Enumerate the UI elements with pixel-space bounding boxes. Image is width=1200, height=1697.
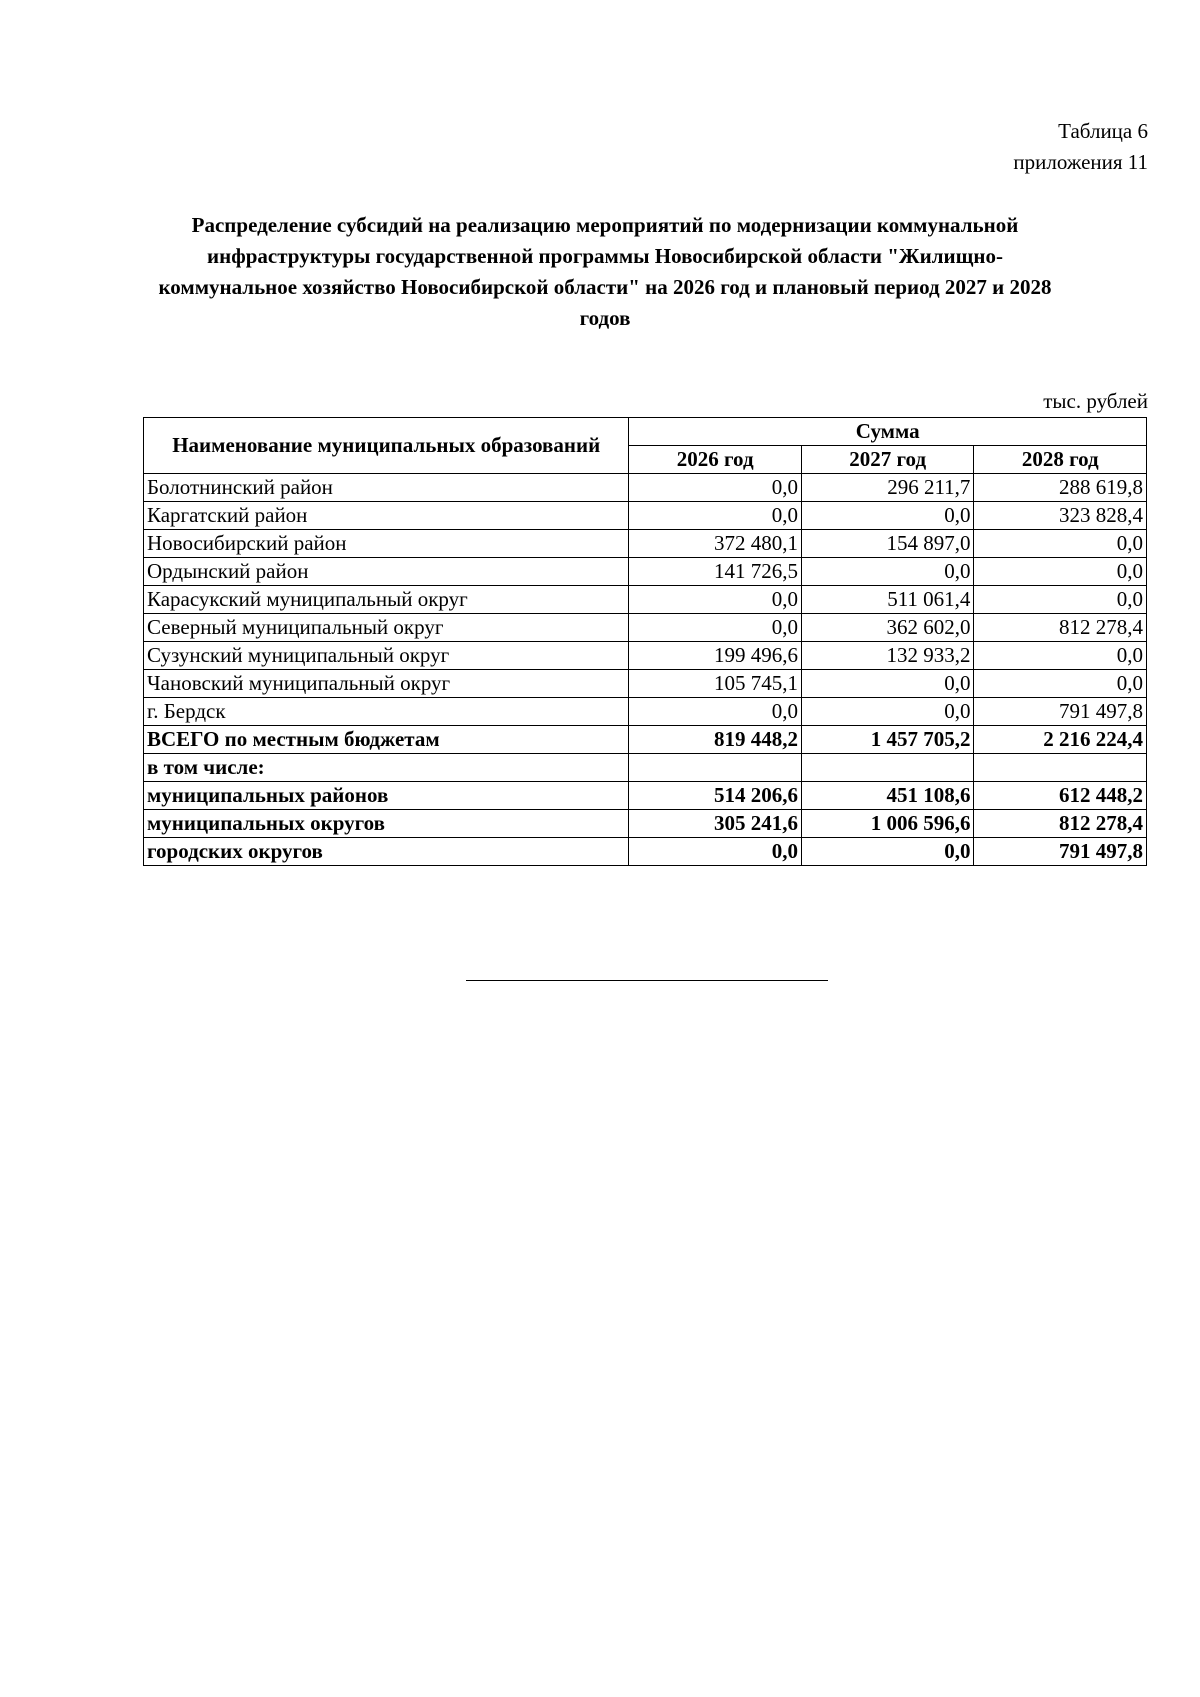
value-2026: 819 448,2 [629, 726, 802, 754]
table-body [144, 474, 1147, 866]
value-2026 [629, 754, 802, 782]
row-name: Новосибирский район [144, 530, 629, 558]
value-2028: 0,0 [974, 642, 1147, 670]
end-divider [466, 980, 828, 981]
row-name: ВСЕГО по местным бюджетам [144, 726, 629, 754]
value-2026: 0,0 [629, 698, 802, 726]
row-name: в том числе: [144, 754, 629, 782]
value-2028: 812 278,4 [974, 810, 1147, 838]
value-2027: 132 933,2 [801, 642, 974, 670]
value-2028: 2 216 224,4 [974, 726, 1147, 754]
value-2027: 1 006 596,6 [801, 810, 974, 838]
title-line-4: годов [579, 306, 631, 330]
document-title [130, 210, 1080, 334]
row-name: городских округов [144, 838, 629, 866]
table-row [144, 502, 1147, 530]
row-name: Северный муниципальный округ [144, 614, 629, 642]
value-2027: 511 061,4 [801, 586, 974, 614]
value-2028: 612 448,2 [974, 782, 1147, 810]
value-2026: 305 241,6 [629, 810, 802, 838]
units-label: тыс. рублей [1043, 389, 1148, 413]
value-2026: 0,0 [629, 614, 802, 642]
row-name: Каргатский район [144, 502, 629, 530]
table-row [144, 614, 1147, 642]
value-2027: 0,0 [801, 698, 974, 726]
value-2027: 1 457 705,2 [801, 726, 974, 754]
value-2027: 0,0 [801, 838, 974, 866]
value-2027: 0,0 [801, 502, 974, 530]
column-header-2026: 2026 год [629, 446, 802, 474]
value-2028: 791 497,8 [974, 838, 1147, 866]
value-2027: 296 211,7 [801, 474, 974, 502]
title-line-3: коммунальное хозяйство Новосибирской области" на 2026 год и плановый период 2027 и 2028 [158, 275, 1052, 299]
row-name: Сузунский муниципальный округ [144, 642, 629, 670]
table-reference [1013, 116, 1148, 178]
table-row [144, 586, 1147, 614]
value-2028: 0,0 [974, 670, 1147, 698]
row-name: муниципальных округов [144, 810, 629, 838]
column-header-2028: 2028 год [974, 446, 1147, 474]
value-2026: 0,0 [629, 586, 802, 614]
value-2027: 451 108,6 [801, 782, 974, 810]
value-2028: 323 828,4 [974, 502, 1147, 530]
value-2027: 0,0 [801, 558, 974, 586]
table-row [144, 670, 1147, 698]
value-2027: 0,0 [801, 670, 974, 698]
value-2028: 812 278,4 [974, 614, 1147, 642]
row-name: муниципальных районов [144, 782, 629, 810]
title-line-2: инфраструктуры государственной программы Новосибирской области "Жилищно- [207, 244, 1003, 268]
value-2026: 105 745,1 [629, 670, 802, 698]
row-name: Карасукский муниципальный округ [144, 586, 629, 614]
value-2026: 199 496,6 [629, 642, 802, 670]
value-2028: 0,0 [974, 558, 1147, 586]
subtotal-row [144, 782, 1147, 810]
value-2028: 0,0 [974, 530, 1147, 558]
value-2027 [801, 754, 974, 782]
subtotal-row [144, 838, 1147, 866]
appendix-reference: приложения 11 [1013, 150, 1148, 174]
subtotal-label-row [144, 754, 1147, 782]
value-2028 [974, 754, 1147, 782]
value-2028: 0,0 [974, 586, 1147, 614]
title-line-1: Распределение субсидий на реализацию мероприятий по модернизации коммунальной [191, 213, 1019, 237]
table-row [144, 474, 1147, 502]
column-header-sum: Сумма [629, 418, 1147, 446]
value-2028: 791 497,8 [974, 698, 1147, 726]
total-row [144, 726, 1147, 754]
column-header-name: Наименование муниципальных образований [144, 418, 629, 474]
table-row [144, 642, 1147, 670]
value-2026: 0,0 [629, 474, 802, 502]
table-row [144, 530, 1147, 558]
table-row [144, 698, 1147, 726]
value-2027: 154 897,0 [801, 530, 974, 558]
value-2026: 372 480,1 [629, 530, 802, 558]
value-2026: 514 206,6 [629, 782, 802, 810]
subsidies-table [143, 417, 1147, 866]
value-2028: 288 619,8 [974, 474, 1147, 502]
value-2026: 141 726,5 [629, 558, 802, 586]
subtotal-row [144, 810, 1147, 838]
value-2026: 0,0 [629, 502, 802, 530]
value-2026: 0,0 [629, 838, 802, 866]
row-name: Ордынский район [144, 558, 629, 586]
row-name: г. Бердск [144, 698, 629, 726]
value-2027: 362 602,0 [801, 614, 974, 642]
table-number: Таблица 6 [1058, 119, 1148, 143]
row-name: Чановский муниципальный округ [144, 670, 629, 698]
table-row [144, 558, 1147, 586]
column-header-2027: 2027 год [801, 446, 974, 474]
row-name: Болотнинский район [144, 474, 629, 502]
